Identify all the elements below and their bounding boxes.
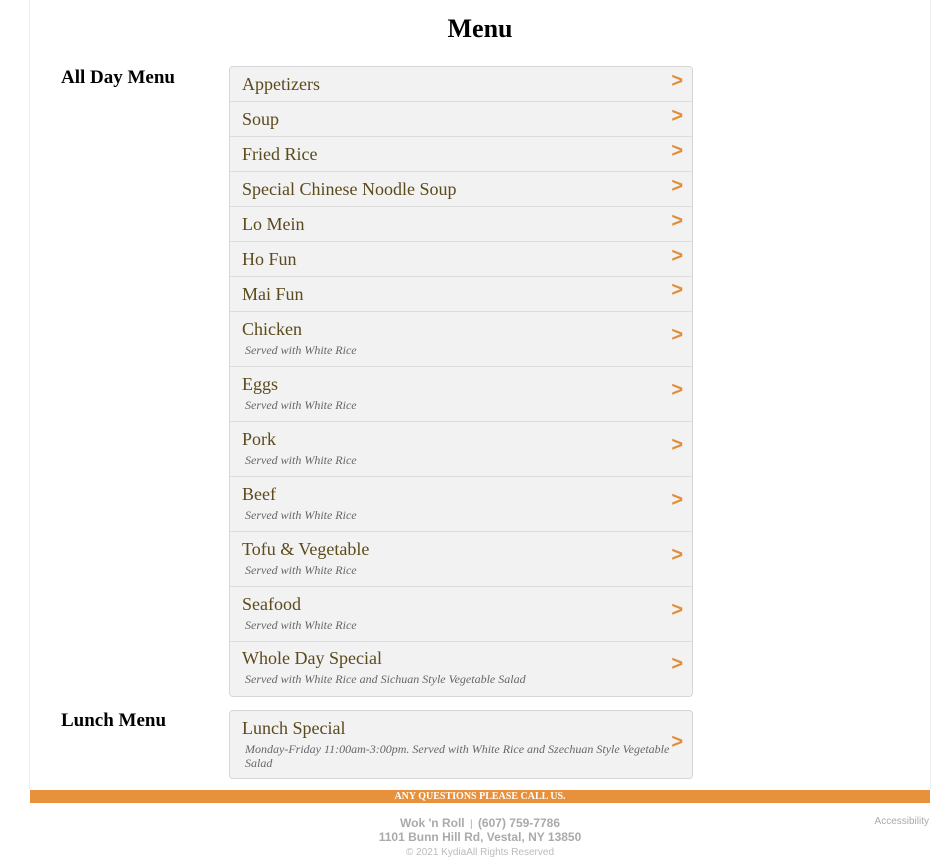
chevron-right-icon: > [671,653,683,675]
menu-item-subtitle: Monday-Friday 11:00am-3:00pm. Served with White Rice and Szechuan Style Vegetable Salad [245,742,670,770]
menu-item-title: Eggs [242,374,278,394]
menu-item-title: Mai Fun [242,284,304,304]
menu-item-beef[interactable] [230,477,692,532]
menu-item-subtitle: Served with White Rice [245,508,357,522]
kydia-link[interactable]: Kydia [441,847,467,858]
menu-item-subtitle: Served with White Rice [245,398,357,412]
lunch-menu-heading: Lunch Menu [61,710,167,731]
menu-item-chicken[interactable] [230,312,692,367]
menu-item-title: Whole Day Special [242,648,382,668]
menu-item-title: Appetizers [242,74,320,94]
chevron-right-icon: > [671,324,683,346]
chevron-right-icon: > [671,70,683,92]
menu-item-title: Tofu & Vegetable [242,539,370,559]
menu-item-appetizers[interactable] [230,67,692,102]
menu-item-special-chinese-noodle-soup[interactable] [230,172,692,207]
all-day-menu-heading: All Day Menu [61,67,175,88]
menu-item-mai-fun[interactable] [230,277,692,312]
menu-item-title: Fried Rice [242,144,318,164]
chevron-right-icon: > [671,434,683,456]
menu-item-fried-rice[interactable] [230,137,692,172]
menu-item-ho-fun[interactable] [230,242,692,277]
menu-item-soup[interactable] [230,102,692,137]
chevron-right-icon: > [671,599,683,621]
menu-item-tofu-vegetable[interactable] [230,532,692,587]
menu-item-subtitle: Served with White Rice [245,453,357,467]
call-us-banner: ANY QUESTIONS PLEASE CALL US. [30,790,930,803]
chevron-right-icon: > [671,279,683,301]
menu-item-whole-day-special[interactable] [230,642,692,696]
menu-item-subtitle: Served with White Rice and Sichuan Style Vegetable Salad [245,672,526,686]
menu-item-title: Beef [242,484,276,504]
chevron-right-icon: > [671,379,683,401]
menu-item-lo-mein[interactable] [230,207,692,242]
menu-item-title: Chicken [242,319,302,339]
menu-item-title: Soup [242,109,280,129]
rights-text: All Rights Reserved [466,847,554,858]
menu-item-title: Pork [242,429,277,449]
chevron-right-icon: > [671,245,683,267]
menu-item-title: Lo Mein [242,214,305,234]
menu-item-title: Lunch Special [242,718,346,738]
chevron-right-icon: > [671,544,683,566]
menu-page [29,0,931,790]
all-day-menu-list [229,66,693,697]
chevron-right-icon: > [671,175,683,197]
menu-item-title: Seafood [242,594,301,614]
footer-separator: | [469,819,473,830]
footer-copyright [0,847,945,859]
chevron-right-icon: > [671,140,683,162]
chevron-right-icon: > [671,105,683,127]
footer-address: 1101 Bunn Hill Rd, Vestal, NY 13850 [378,830,582,844]
copyright-year: © 2021 [405,847,439,858]
menu-item-title: Ho Fun [242,249,297,269]
page-title: Menu [447,14,513,43]
menu-item-seafood[interactable] [230,587,692,642]
restaurant-name: Wok 'n Roll [400,816,465,830]
chevron-right-icon: > [671,210,683,232]
menu-item-pork[interactable] [230,422,692,477]
phone-link[interactable]: (607) 759-7786 [477,816,560,830]
menu-item-eggs[interactable] [230,367,692,422]
menu-item-title: Special Chinese Noodle Soup [242,179,457,199]
accessibility-link[interactable]: Accessibility [874,816,929,827]
lunch-menu-list [229,710,693,779]
chevron-right-icon: > [671,731,683,753]
chevron-right-icon: > [671,489,683,511]
menu-item-subtitle: Served with White Rice [245,343,357,357]
menu-item-subtitle: Served with White Rice [245,563,357,577]
menu-item-lunch-special[interactable] [230,711,692,778]
menu-item-subtitle: Served with White Rice [245,618,357,632]
